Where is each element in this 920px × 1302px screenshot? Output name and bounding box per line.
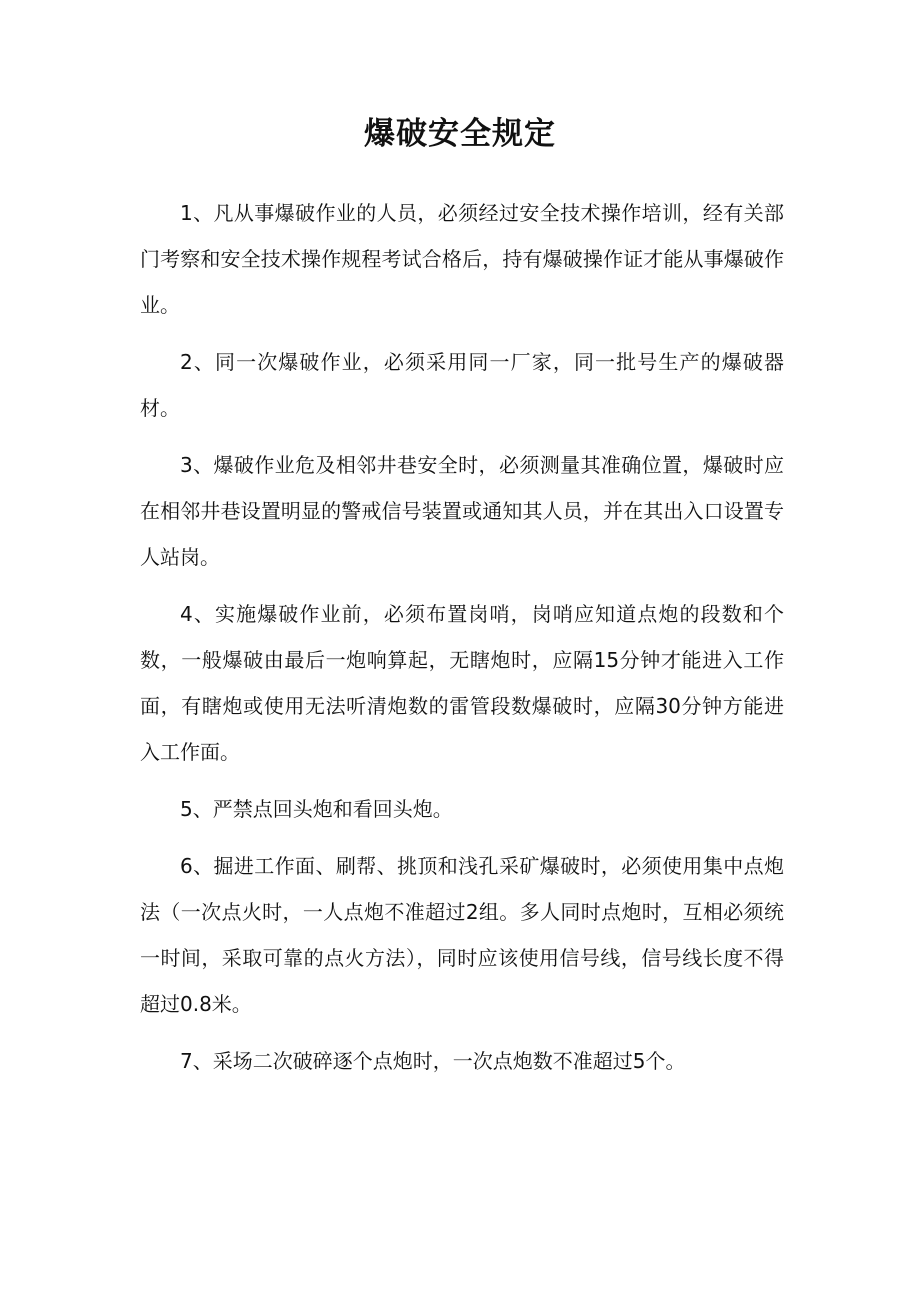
document-body: [140, 190, 784, 1084]
rule-paragraph-1: 1、凡从事爆破作业的人员，必须经过安全技术操作培训，经有关部门考察和安全技术操作规程考试合格后，持有爆破操作证才能从事爆破作业。: [140, 201, 784, 317]
rule-paragraph-5: 5、严禁点回头炮和看回头炮。: [180, 797, 453, 821]
rule-paragraph-6: 6、掘进工作面、刷帮、挑顶和浅孔采矿爆破时，必须使用集中点炮法（一次点火时，一人点炮不准超过2组。多人同时点炮时，互相必须统一时间，采取可靠的点火方法），同时应该使用信号线，信号线长度不得超过0.8米。: [140, 854, 784, 1016]
rule-paragraph-7: 7、采场二次破碎逐个点炮时，一次点炮数不准超过5个。: [180, 1049, 686, 1073]
rule-paragraph-2: 2、同一次爆破作业，必须采用同一厂家，同一批号生产的爆破器材。: [140, 350, 784, 420]
document-title: 爆破安全规定: [364, 116, 556, 152]
rule-paragraph-4: 4、实施爆破作业前，必须布置岗哨，岗哨应知道点炮的段数和个数，一般爆破由最后一炮响算起，无瞎炮时，应隔15分钟才能进入工作面，有瞎炮或使用无法听清炮数的雷管段数爆破时，应隔30分钟方能进入工作面。: [140, 602, 784, 764]
rule-paragraph-3: 3、爆破作业危及相邻井巷安全时，必须测量其准确位置，爆破时应在相邻井巷设置明显的警戒信号装置或通知其人员，并在其出入口设置专人站岗。: [140, 453, 784, 569]
